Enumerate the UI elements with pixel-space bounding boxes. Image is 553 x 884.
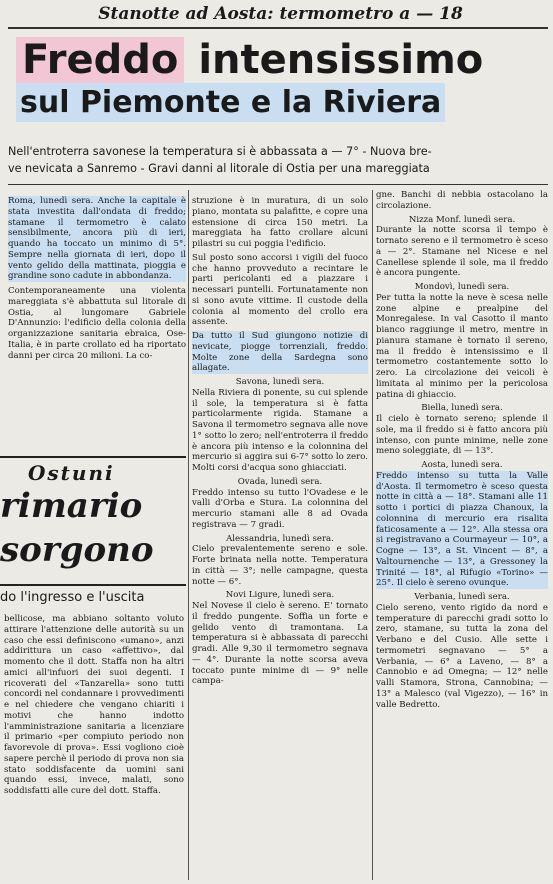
header-rule	[8, 27, 548, 29]
subhead-line1: Nell'entroterra savonese la temperatura si è abbassata a — 7° - Nuova bre-	[8, 145, 432, 158]
paragraph: Sul posto sono accorsi i vigili del fuoco che hanno provveduto a recintare le parti pericolanti ed a piazzare i necessari puntelli. Fortunatamente non si sono avute vittime. Il custode della colonia al momento del crollo era assente.	[192, 252, 368, 328]
dateline: Biella, lunedì sera.	[421, 403, 503, 414]
dateline: Savona, lunedì sera.	[235, 377, 325, 387]
paragraph: Cielo prevalentemente sereno e sole. Forte brinata nella notte. Temperatura in città — 3°; nelle campagne, questa notte — 6°.	[192, 544, 368, 587]
paragraph: Il cielo è tornato sereno; splende il sole, ma il freddo si è fatto ancora più intenso, con punte minime, nelle zone meno soleggiate, di — 13°.	[376, 414, 548, 457]
column-divider	[372, 190, 373, 880]
column-divider	[188, 190, 189, 880]
paragraph: Da tutto il Sud giungono notizie di nevicate, piogge torrenziali, freddo. Molte zone della Sardegna sono allagate.	[192, 331, 368, 374]
side-article-body	[4, 614, 184, 876]
side-kicker: Ostuni	[28, 461, 115, 485]
top-header: Stanotte ad Aosta: termometro a — 18	[98, 4, 463, 24]
side-title-line1: rimario	[0, 486, 143, 526]
side-title-line2: sorgono	[0, 530, 154, 570]
article-column-1	[8, 196, 186, 448]
side-article-header	[0, 456, 186, 586]
paragraph: Per tutta la notte la neve è scesa nelle zone alpine e prealpine del Monregalese. In val Casotto il manto bianco raggiunge il metro, mentre in pianura stamane è tornato il sereno, ma il freddo è intensissimo e il termometro costantemente sotto lo zero. La circolazione dei veicoli è limitata al minimo per la pericolosa patina di ghiaccio.	[376, 292, 548, 400]
paragraph: gne. Banchi di nebbia ostacolano la circolazione.	[376, 190, 548, 211]
subhead-line2: ve nevicata a Sanremo - Gravi danni al litorale di Ostia per una mareggiata	[8, 162, 430, 175]
paragraph: bellicose, ma abbiano soltanto voluto attirare l'attenzione delle autorità su un caso che essi definiscono «umano», anzi addirittura un caso «affettivo», dal momento che il dott. Staffa non ha altri amici all'infuori dei suoi degenti. I ricoverati del «Tanzarella» sono tutti concordi nel condannare i provvedimenti e nel chiedere che vengano chiariti i motivi che hanno indotto l'amministrazione sanitaria a licenziare il primario «per compiuto periodo non favorevole di prova». Essi vogliono cioè sapere perchè il periodo di prova non sia stato soddisfacente da uomini sani quando essi, invece, malati, sono soddisfatti alle cure del dott. Staffa.	[4, 614, 184, 796]
dateline: Nizza Monf. lunedì sera.	[408, 214, 516, 225]
subheadline	[8, 143, 548, 177]
headline-word-intensissimo: intensissimo	[198, 37, 484, 83]
side-subtitle: do l'ingresso e l'uscita	[0, 590, 145, 605]
dateline: Alessandria, lunedì sera.	[226, 533, 334, 544]
paragraph: Contemporaneamente una violenta mareggiata s'è abbattuta sul litorale di Ostia, al lungomare Gabriele D'Annunzio: l'edificio della colonia della organizzazione sanitaria ebraica, Ose-Italia, è in parte crollato ed ha riportato danni per circa 20 milioni. La co-	[8, 286, 186, 361]
paragraph: Durante la notte scorsa il tempo è tornato sereno e il termometro è sceso a — 2°. Stamane nel Nicese e nel Canellese splende il sole, ma il freddo è ancora pungente.	[376, 225, 548, 279]
dateline: Novi Ligure, lunedì sera.	[225, 590, 335, 601]
paragraph: Nel Novese il cielo è sereno. E' tornato il freddo pungente. Soffia un forte e gelido vento di tramontana. La temperatura si è abbassata di parecchi gradi. Alle 9,30 il termometro segnava — 4°. Durante la notte scorsa aveva toccato punte minime di — 9° nelle campa-	[192, 601, 368, 687]
article-column-2	[192, 196, 368, 880]
dateline: Aosta, lunedì sera.	[421, 460, 503, 470]
paragraph: Cielo sereno, vento rigido da nord e temperature di parecchi gradi sotto lo zero, stamane, su tutta la zona del Verbano e del Cusio. Alle sette i termometri segnavano — 5° a Verbania, — 6° a Laveno, — 8° a Cannobio e ad Omegna; — 12° nelle valli Stamora, Strona, Cannobina; — 13° a Malesco (val Vigezzo), — 16° in valle Bedretto.	[376, 602, 548, 710]
headline-word-freddo: Freddo	[16, 37, 184, 83]
dateline: Ovada, lunedì sera.	[237, 476, 323, 487]
paragraph: Roma, lunedì sera. Anche la capitale è stata investita dall'ondata di freddo; stamane il termometro è calato sensibilmente, ancora più di ieri, quando ha toccato un minimo di 5°. Sempre nella giornata di ieri, dopo il vento gelido della mattinata, pioggia e grandine sono cadute in abbondanza.	[8, 196, 186, 282]
paragraph: Freddo intenso su tutta la Valle d'Aosta. Il termometro è sceso questa notte in città a — 18°. Stamani alle 11 sotto i portici di piazza Chanoux, la colonnina di mercurio era risalita faticosamente a — 12°. Alla stessa ora si registravano a Courmayeur — 10°, a Cogne — 13°, a St. Vincent — 8°, a Valtournenche — 13°, a Gressoney la Trinité — 18°, al Rifugio «Torino» — 25°. Il cielo è sereno ovunque.	[376, 470, 548, 589]
dateline: Verbania, lunedì sera.	[414, 592, 510, 602]
paragraph: Freddo intenso su tutto l'Ovadese e le valli d'Orba e Stura. La colonnina del mercurio stamani alle 8 ad Ovada registrava — 7 gradi.	[192, 487, 368, 530]
headline-line2: sul Piemonte e la Riviera	[16, 88, 445, 118]
article-column-3	[376, 190, 548, 880]
subhead-rule	[8, 184, 548, 185]
headline-line1	[16, 37, 484, 83]
dateline: Mondovì, lunedì sera.	[414, 282, 510, 292]
paragraph: Nella Riviera di ponente, su cui splende il sole, la temperatura si è fatta particolarmente rigida. Stamane a Savona il termometro segnava alle nove 1° sotto lo zero; nell'entroterra il freddo è ancora più intenso e la colonnina del mercurio si aggira sui 6-7° sotto lo zero. Molti corsi d'acqua sono ghiacciati.	[192, 387, 368, 473]
paragraph: struzione è in muratura, di un solo piano, montata su palafitte, e copre una estensione di circa 150 metri. La mareggiata ha fatto crollare alcuni pilastri su cui poggia l'edificio.	[192, 196, 368, 249]
